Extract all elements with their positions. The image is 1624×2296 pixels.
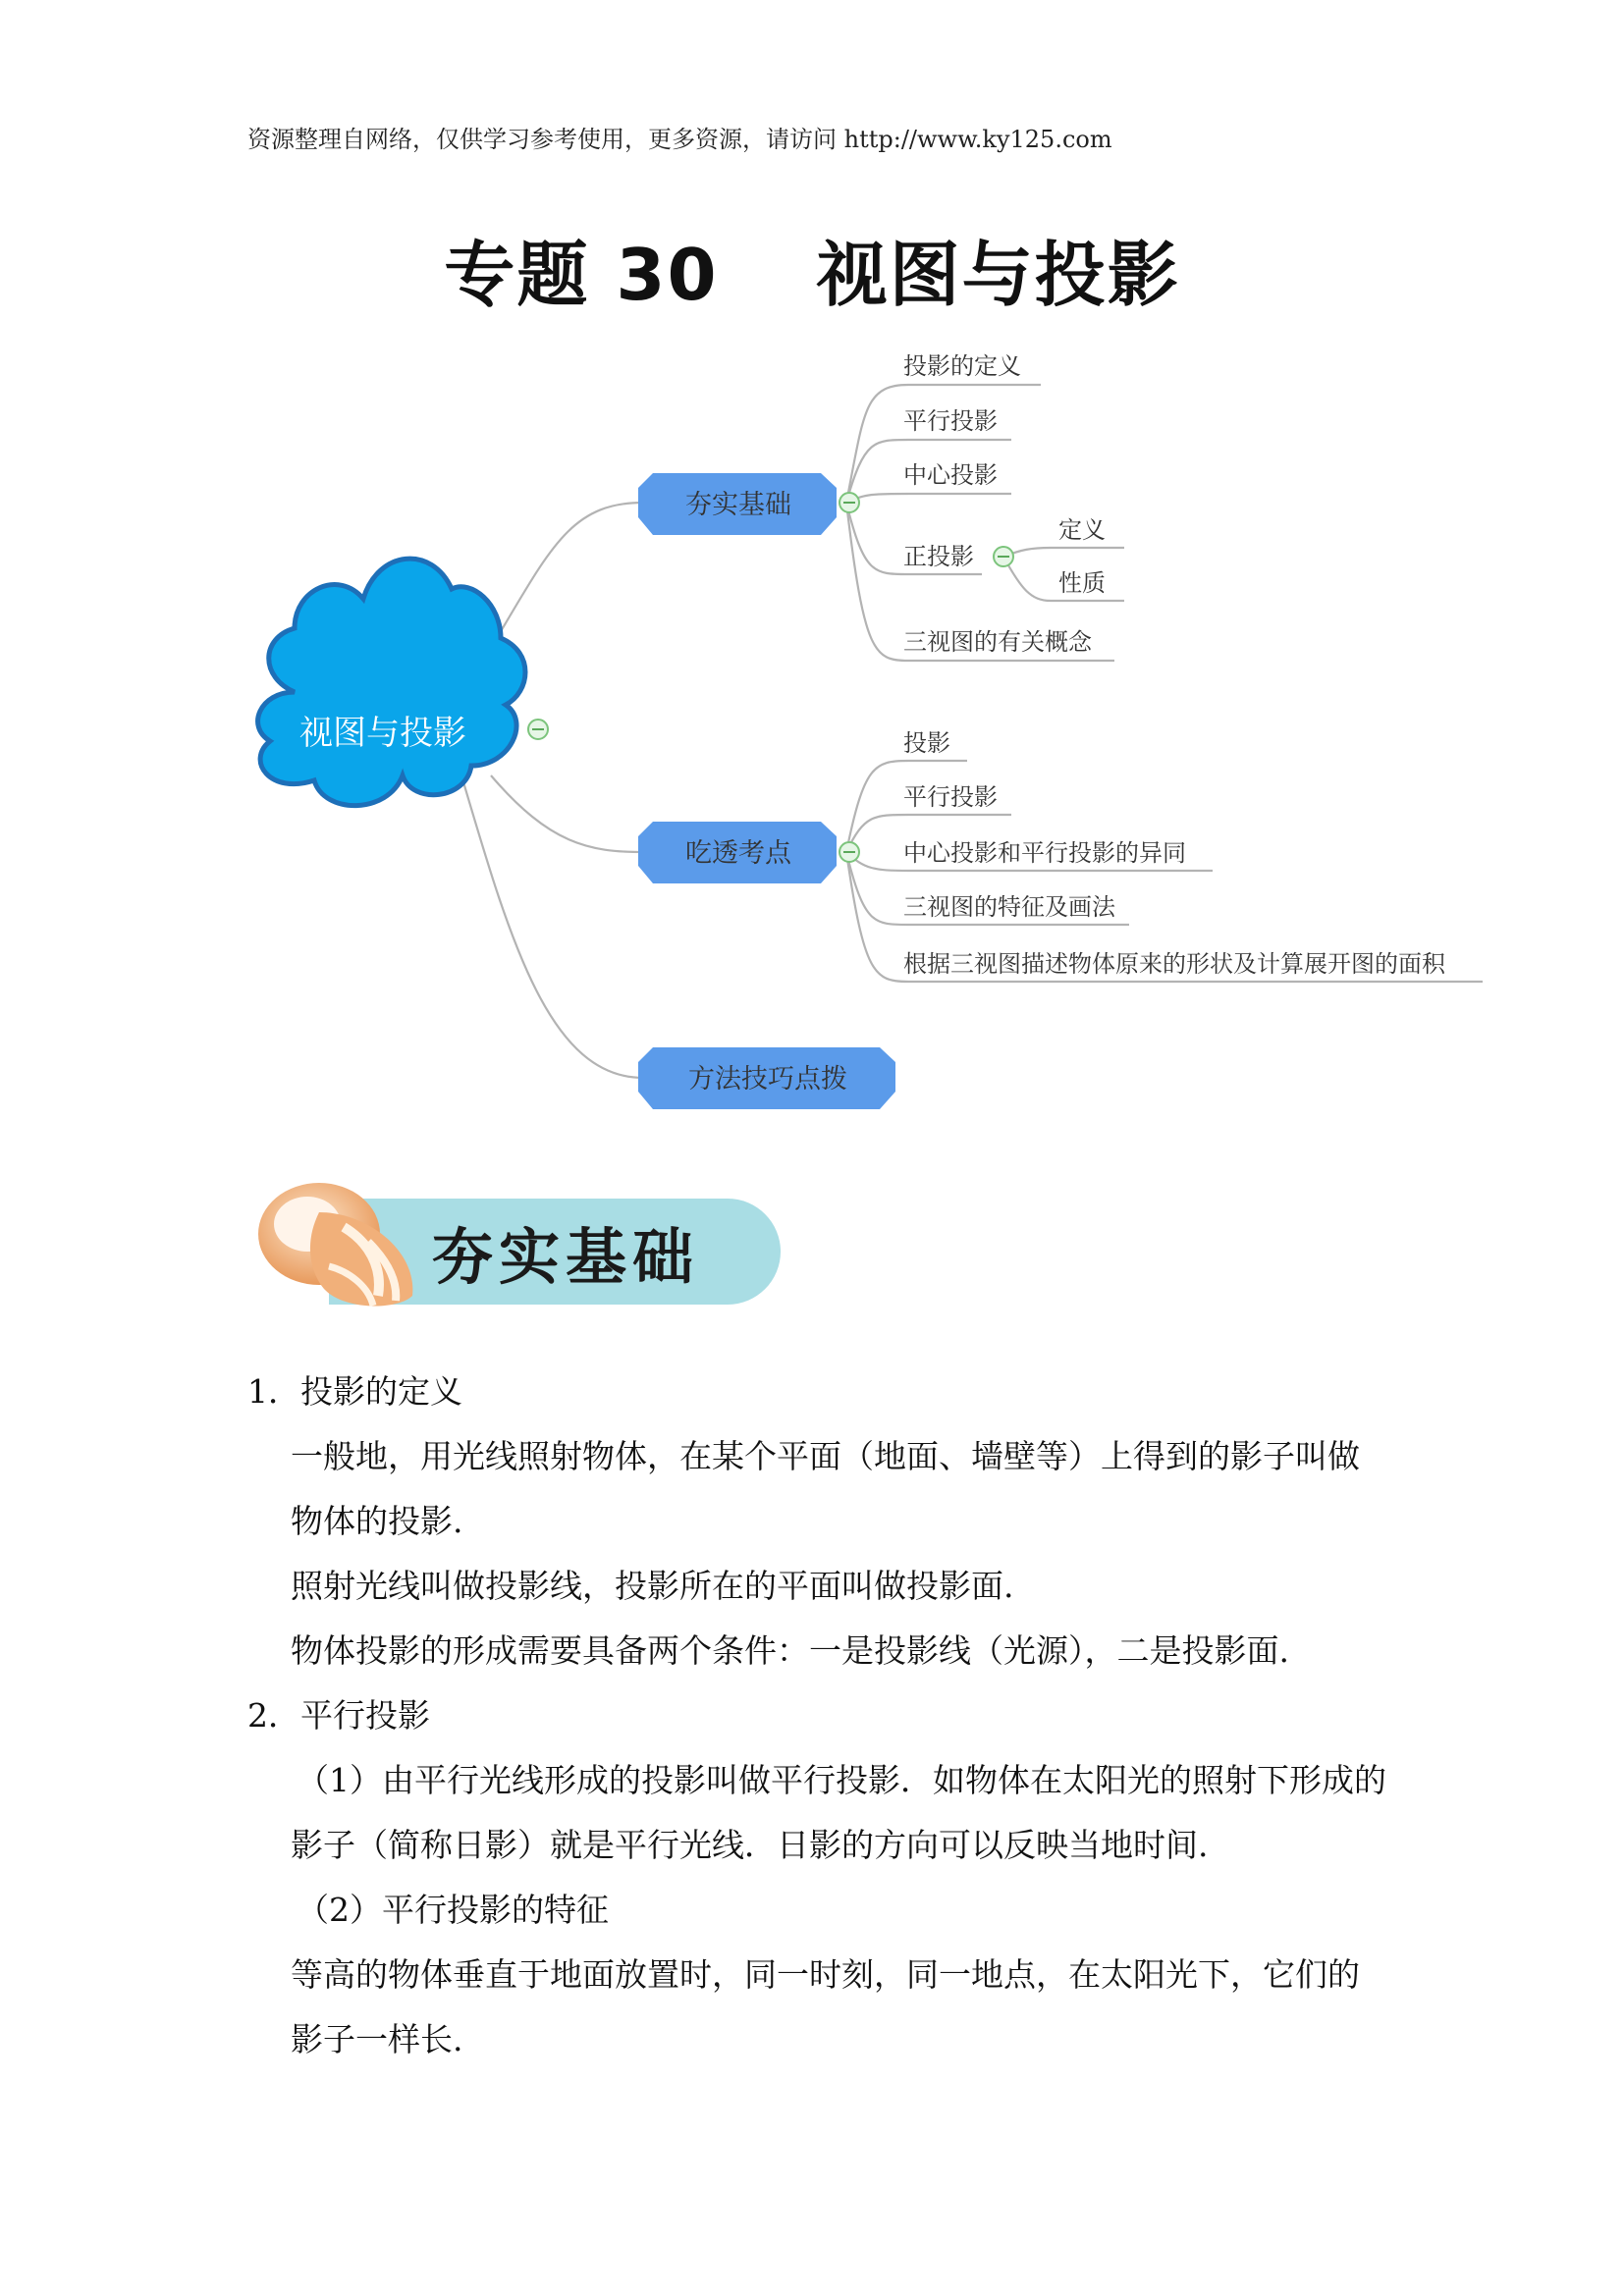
b2-leaf-1: 投影 <box>903 729 950 757</box>
b2-leaf-3: 中心投影和平行投影的异同 <box>903 839 1186 867</box>
branch-node-2-label: 吃透考点 <box>685 838 791 869</box>
paragraph-line: 物体投影的形成需要具备两个条件：一是投影线（光源），二是投影面. <box>291 1631 1289 1670</box>
b1-leaf-5: 三视图的有关概念 <box>903 628 1092 656</box>
section-banner <box>250 1173 781 1320</box>
title-part2: 视图与投影 <box>816 234 1180 316</box>
paragraph-line: 一般地，用光线照射物体，在某个平面（地面、墙壁等）上得到的影子叫做 <box>291 1437 1360 1475</box>
sub-leaf-2: 性质 <box>1058 569 1106 597</box>
connector-sub-c1 <box>1003 548 1124 557</box>
b1-leaf-1: 投影的定义 <box>903 352 1021 380</box>
paragraph-line: 物体的投影. <box>291 1502 463 1540</box>
connector-b1-c3 <box>846 494 1011 503</box>
branch-node-2[interactable] <box>638 822 837 883</box>
b1-leaf-2: 平行投影 <box>903 407 998 435</box>
section-banner-label: 夯实基础 <box>432 1221 700 1293</box>
paragraph-line: 影子一样长. <box>291 2020 463 2058</box>
paragraph-line: 影子（简称日影）就是平行光线．日影的方向可以反映当地时间. <box>291 1826 1209 1864</box>
branch-node-1-label: 夯实基础 <box>685 490 791 520</box>
shell-icon <box>250 1173 427 1320</box>
root-node-shape[interactable] <box>258 559 525 806</box>
title-part1: 专题 30 <box>444 234 719 316</box>
paragraph-line: 照射光线叫做投影线，投影所在的平面叫做投影面. <box>291 1567 1014 1605</box>
branch-node-3[interactable] <box>638 1047 895 1109</box>
heading-1: 1．投影的定义 <box>247 1372 462 1411</box>
b2-leaf-4: 三视图的特征及画法 <box>903 893 1115 921</box>
heading-2: 2．平行投影 <box>247 1696 430 1735</box>
connector-root-branch2 <box>491 775 643 852</box>
paragraph-line: 等高的物体垂直于地面放置时，同一时刻，同一地点，在太阳光下，它们的 <box>291 1955 1360 1994</box>
b1-leaf-3: 中心投影 <box>903 461 998 489</box>
b2-leaf-2: 平行投影 <box>903 783 998 811</box>
paragraph-line: （1）由平行光线形成的投影叫做平行投影．如物体在太阳光的照射下形成的 <box>297 1761 1386 1799</box>
paragraph-line: （2）平行投影的特征 <box>297 1891 609 1929</box>
header-note: 资源整理自网络，仅供学习参考使用，更多资源，请访问 http://www.ky125.com <box>247 126 1112 153</box>
connector-root-branch1 <box>491 503 643 648</box>
content-body <box>247 1360 1406 2072</box>
connector-root-branch3 <box>461 775 643 1078</box>
b2-leaf-5: 根据三视图描述物体原来的形状及计算展开图的面积 <box>903 950 1445 978</box>
b1-leaf-4: 正投影 <box>903 543 974 570</box>
branch-node-1[interactable] <box>638 473 837 535</box>
branch-node-3-label: 方法技巧点拨 <box>688 1064 847 1095</box>
sub-leaf-1: 定义 <box>1058 516 1106 544</box>
root-node-label: 视图与投影 <box>299 714 466 753</box>
